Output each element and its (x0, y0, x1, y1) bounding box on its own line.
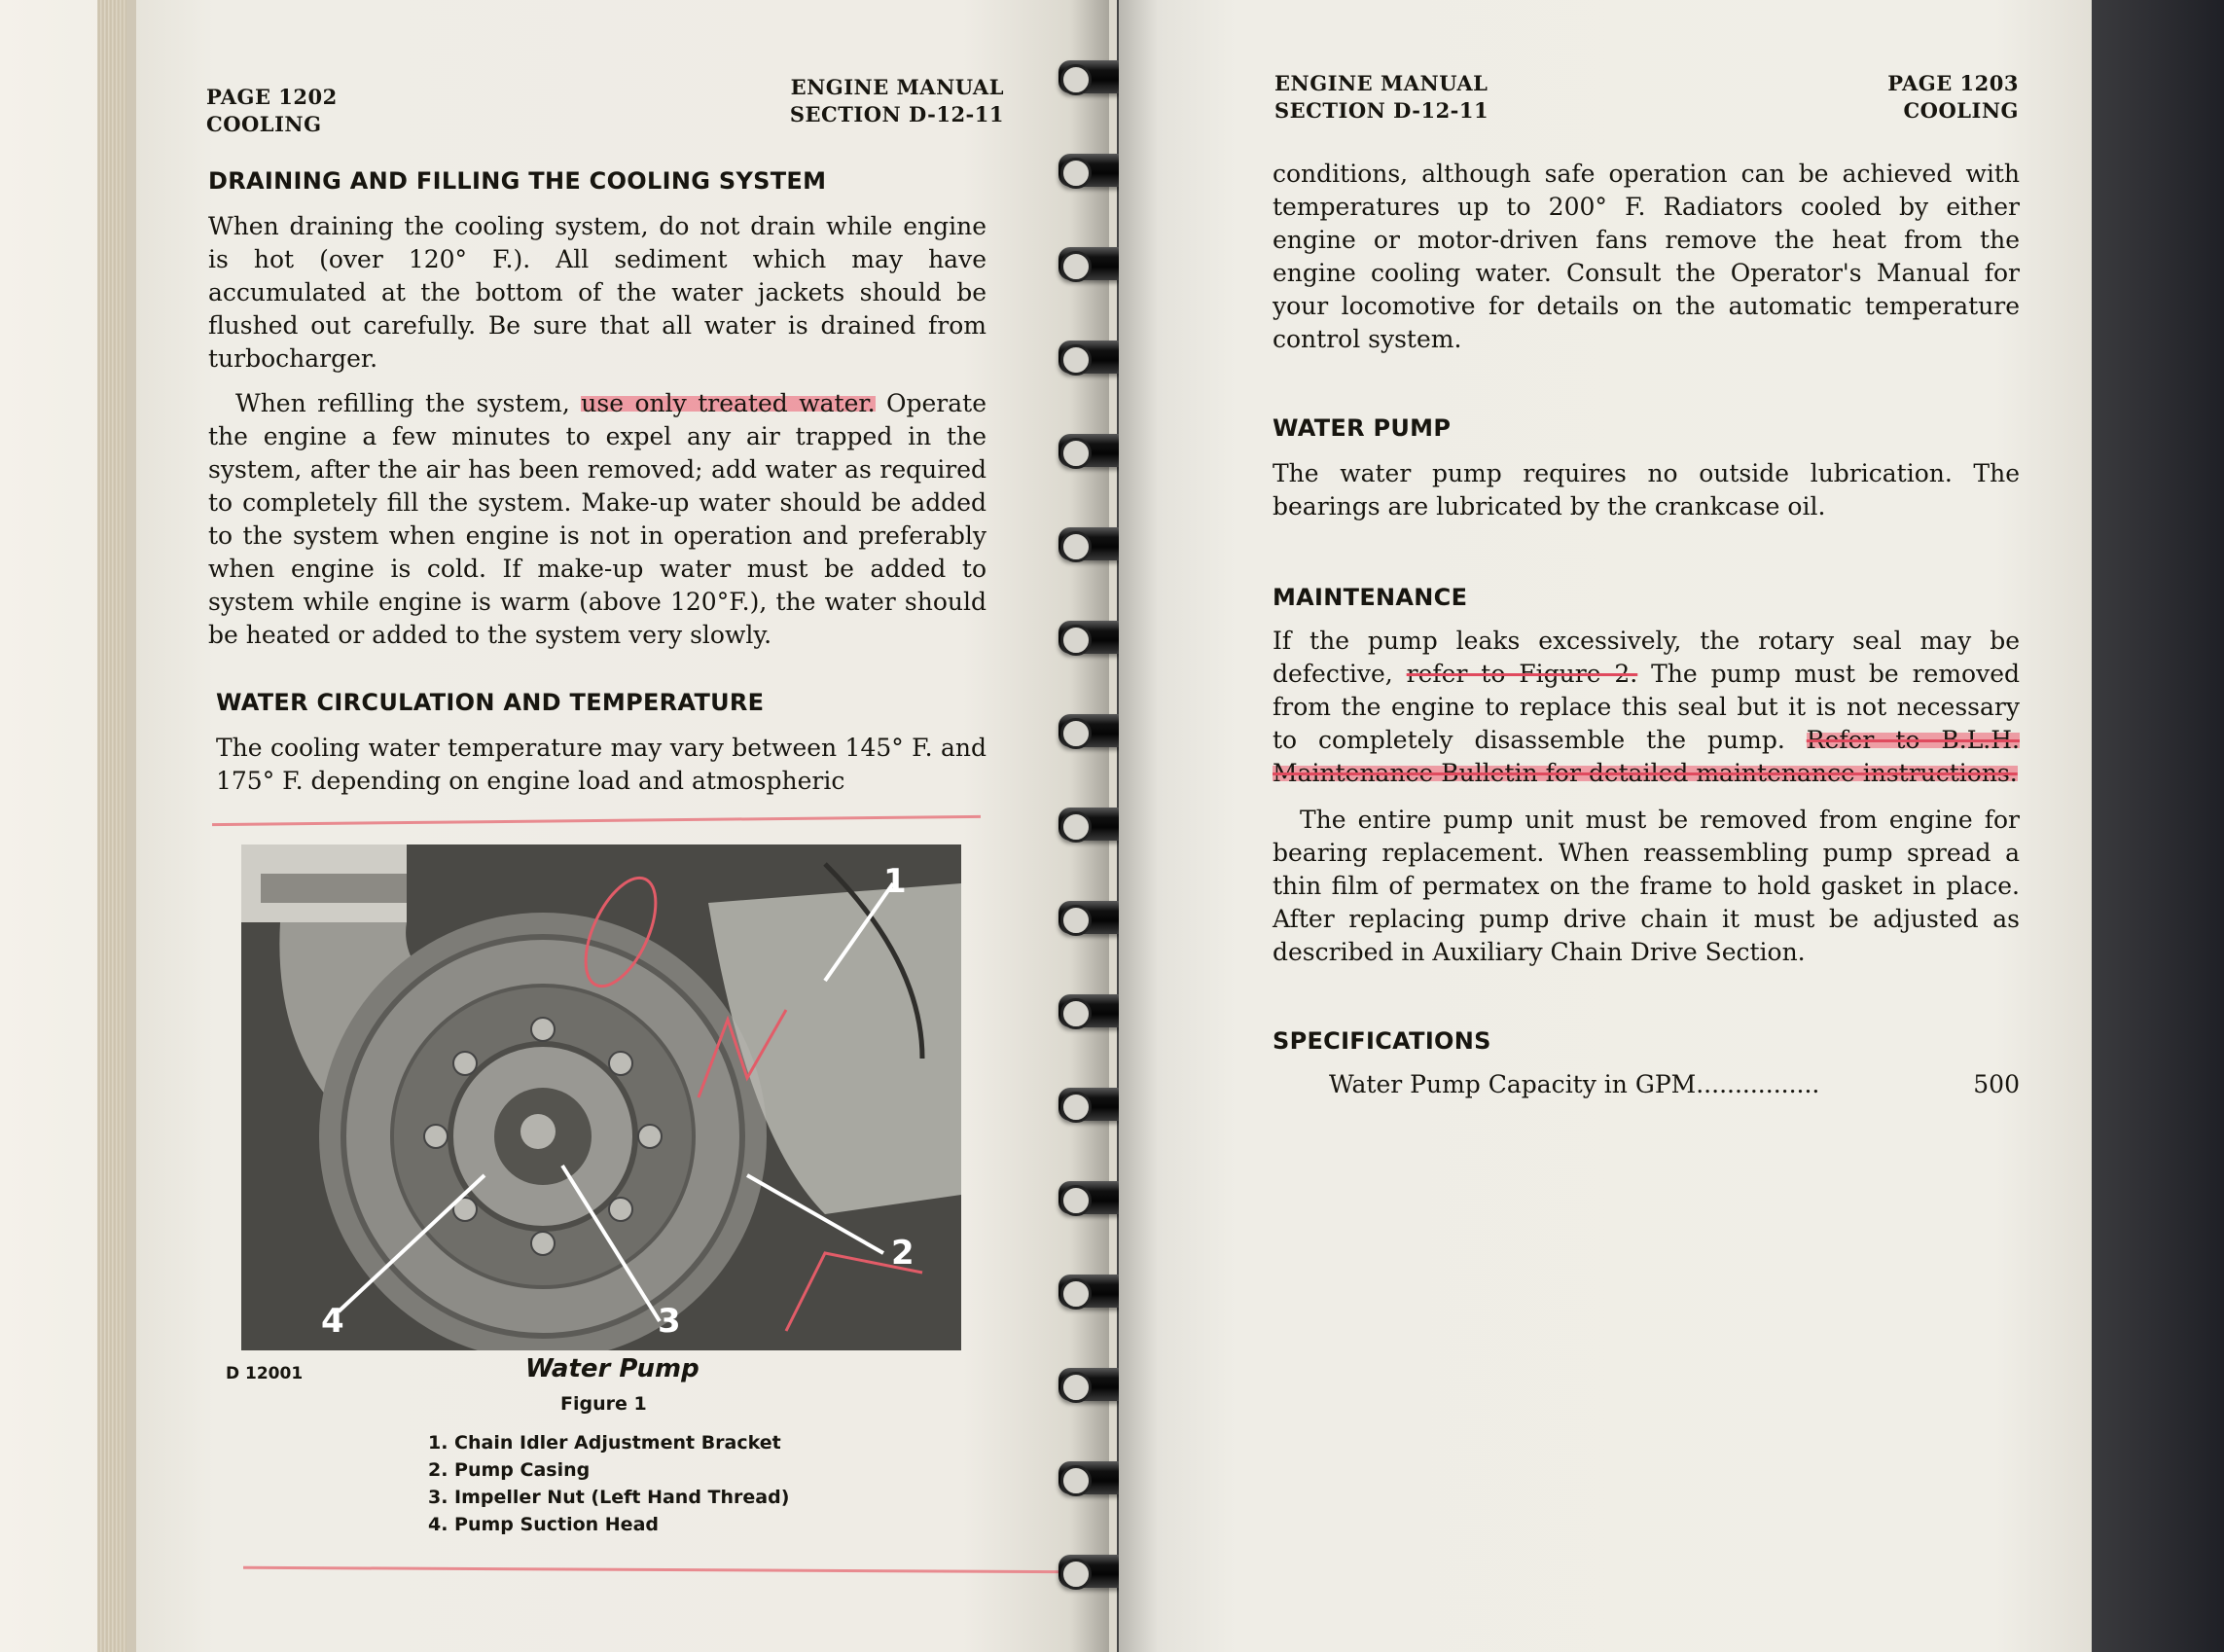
water-pump-photo (241, 844, 961, 1350)
spec-row-pump-capacity (1329, 1070, 2020, 1098)
draining-heading: DRAINING AND FILLING THE COOLING SYSTEM (208, 167, 827, 195)
circulation-heading: WATER CIRCULATION AND TEMPERATURE (216, 689, 765, 716)
left-manual-block (790, 74, 1004, 128)
circulation-paragraph: The cooling water temperature may vary between 145° F. and 175° F. depending on engine load and atmospheric (216, 734, 986, 795)
maintenance-heading: MAINTENANCE (1273, 584, 1468, 611)
treated-water-highlight: use only treated water. (581, 389, 876, 417)
water-pump-paragraph: The water pump requires no outside lubrication. The bearings are lubricated by the crankcase oil. (1273, 459, 2020, 521)
left-page-number-block (206, 84, 338, 138)
maintenance-paragraph-1 (1273, 625, 2020, 790)
spec-label-text: Water Pump Capacity in GPM (1329, 1070, 1697, 1098)
draining-paragraph-1: When draining the cooling system, do not drain while engine is hot (over 120° F.). All sediment which may have accumulated at the bottom of the water jackets should be flushed out carefully. Be sure that all water is drained from turbocharger. (208, 212, 986, 373)
legend-item-1: 1. Chain Idler Adjustment Bracket (428, 1432, 781, 1454)
red-pencil-underline-top (212, 815, 981, 826)
spec-label (1329, 1070, 1819, 1098)
refill-rest: Operate the engine a few minutes to expel any air trapped in the system, after the air has been removed; add water as required to completely fill the system. Make-up water should be added to the system when engine is not in operation and preferably when engine is cold. If make-up water must be added to system while engine is warm (above 120°F.), the water should be heated or added to the system very slowly. (208, 389, 986, 649)
right-page (1119, 0, 2092, 1652)
callout-1: 1 (883, 862, 907, 901)
continued-paragraph: conditions, although safe operation can be achieved with temperatures up to 200° F. Radiators cooled by either engine or motor-driven fans remove the heat from the engine cooling water. Consult the Operator's Manual for your locomotive for details on the automatic temperature control system. (1273, 160, 2020, 353)
maintenance-mid: The pump must be removed from the engine to replace this seal but it is not necessary to completely disassemble the pump. (1273, 660, 2021, 754)
left-manual-section: SECTION D-12-11 (789, 102, 1004, 126)
right-page-number: PAGE 1203 (1887, 71, 2019, 95)
left-page-number: PAGE 1202 (206, 85, 338, 109)
left-page (126, 0, 1109, 1652)
figure-title: Water Pump (525, 1354, 699, 1383)
draining-paragraph-2 (208, 387, 986, 652)
legend-item-4: 4. Pump Suction Head (428, 1514, 659, 1535)
legend-item-2: 2. Pump Casing (428, 1459, 591, 1481)
left-manual-title: ENGINE MANUAL (790, 75, 1004, 99)
water-pump-photo-drawing (241, 844, 961, 1350)
right-manual-title: ENGINE MANUAL (1274, 71, 1489, 95)
callout-4: 4 (321, 1302, 344, 1341)
callout-3: 3 (658, 1302, 681, 1341)
right-manual-section: SECTION D-12-11 (1274, 98, 1489, 123)
figure-code: D 12001 (226, 1364, 304, 1383)
red-pencil-underline-bottom (243, 1566, 1080, 1574)
spec-value: 500 (1973, 1070, 2020, 1098)
water-pump-heading: WATER PUMP (1273, 414, 1452, 442)
left-section-name: COOLING (206, 112, 322, 136)
spec-leader-dots: ................ (1696, 1070, 1820, 1098)
maintenance-paragraph-2: The entire pump unit must be removed from engine for bearing replacement. When reassembling pump spread a thin film of permatex on the frame to hold gasket in place. After replacing pump drive chain it must be adjusted as described in Auxiliary Chain Drive Section. (1273, 806, 2020, 966)
right-section-name: COOLING (1903, 98, 2019, 123)
figure-ref-strikethrough: refer to Figure 2. (1406, 660, 1638, 688)
figure-number: Figure 1 (560, 1393, 647, 1415)
right-manual-block (1274, 70, 1489, 125)
specifications-heading: SPECIFICATIONS (1273, 1027, 1491, 1055)
callout-2: 2 (891, 1234, 915, 1273)
maintenance-intro: If the pump leaks excessively, the rotary seal may be defective, (1273, 627, 2020, 688)
legend-item-3: 3. Impeller Nut (Left Hand Thread) (428, 1487, 790, 1508)
refill-intro: When refilling the system, (235, 389, 570, 417)
bulletin-ref-highlight: Refer to B.L.H. Maintenance Bulletin for detailed maintenance instructions. (1273, 726, 2020, 787)
right-page-number-block (1887, 70, 2019, 125)
